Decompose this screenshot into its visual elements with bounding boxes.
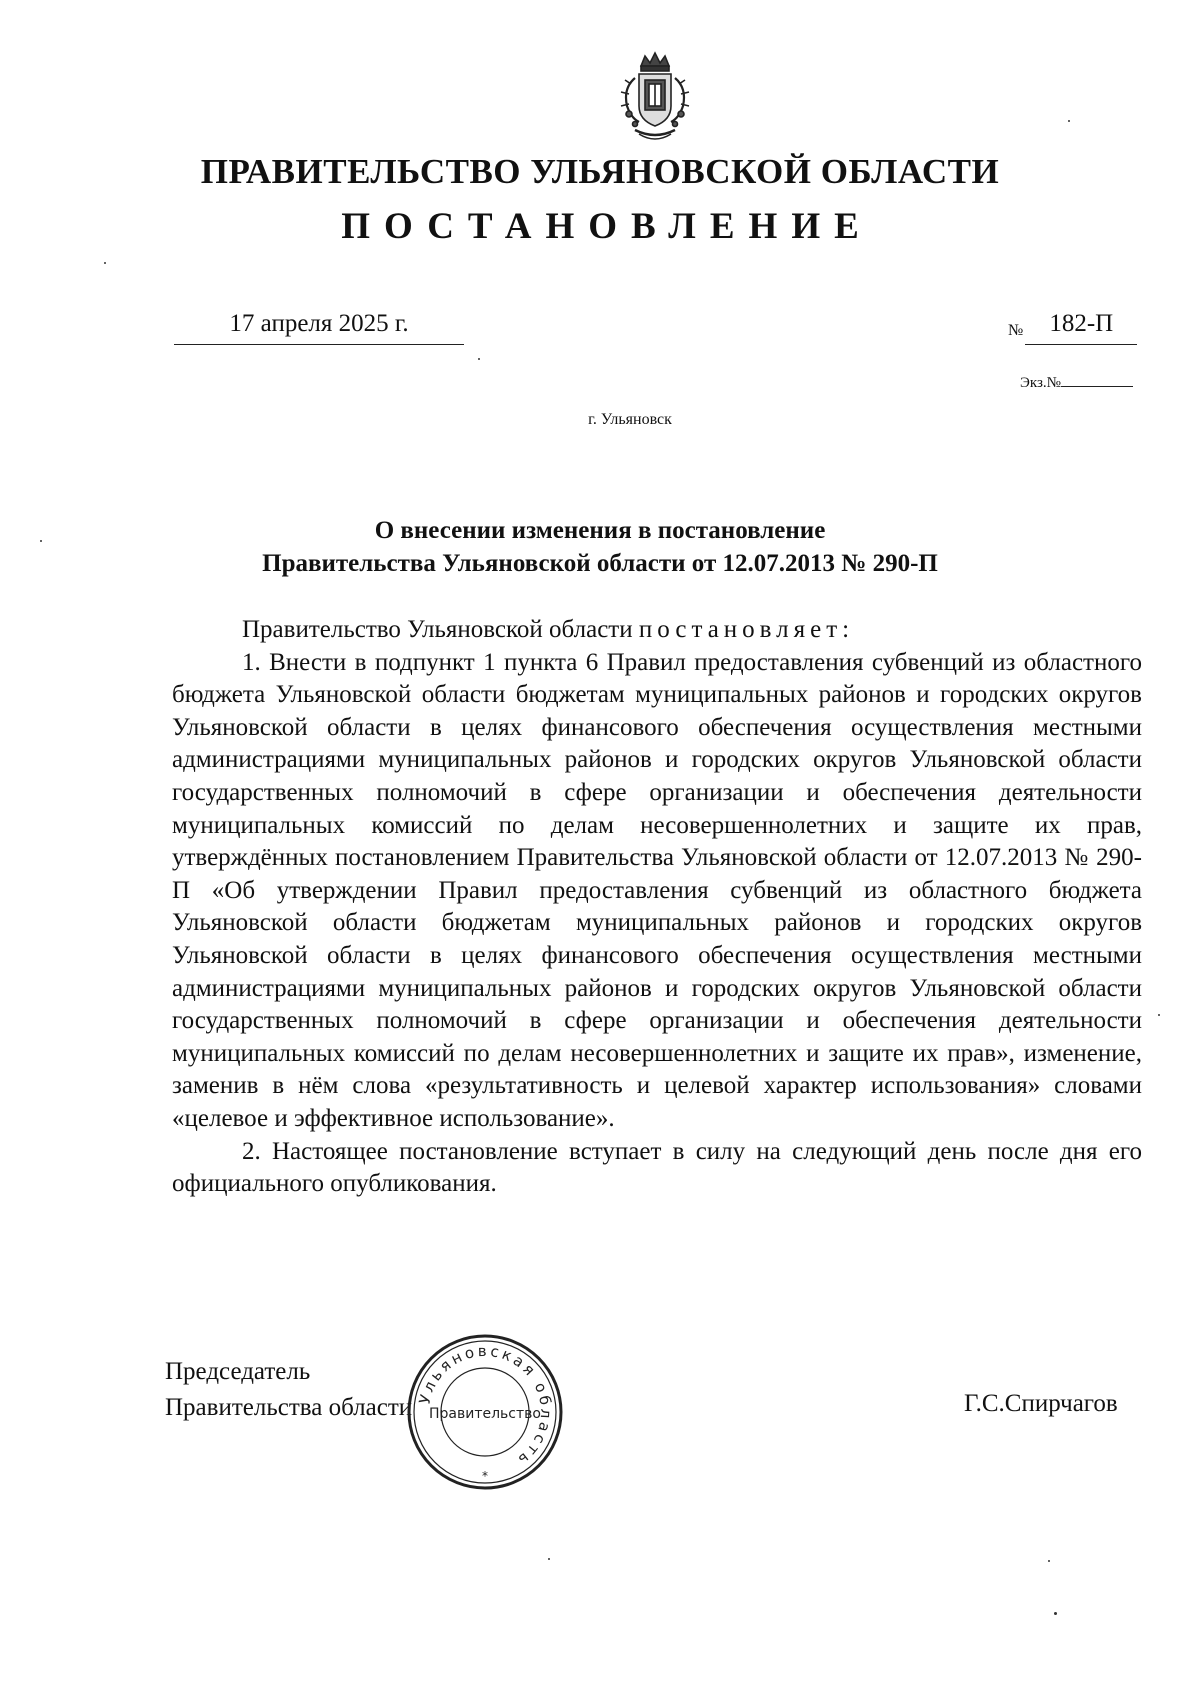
svg-text:*: * <box>482 1469 488 1483</box>
coat-of-arms-emblem <box>605 48 705 148</box>
svg-text:Ульяновская область: Ульяновская область <box>415 1341 556 1471</box>
subject-line-1: О внесении изменения в постановление <box>374 517 826 544</box>
paragraph-item-2: 2. Настоящее постановление вступает в силу на следующий день после дня его официального опубликования. <box>172 1137 1142 1198</box>
document-date: 17 апреля 2025 г. <box>174 310 464 345</box>
paragraph-item-1: 1. Внести в подпункт 1 пункта 6 Правил предоставления субвенций из областного бюджета Ульяновской области бюджетам муниципальных районов и городских округов Ульяновской области в целях финансового обеспечения осуществления местными администрациями муниципальных районов и городских округов Ульяновской области государственных полномочий в сфере организации и обеспечения деятельности муниципальных комиссий по делам несовершеннолетних и защите их прав, утверждённых постановлением Правительства Ульяновской области от 12.07.2013 № 290-П «Об утверждении Правил предоставления субвенций из областного бюджета Ульяновской области бюджетам муниципальных районов и городских округов Ульяновской области в целях финансового обеспечения осуществления местными администрациями муниципальных районов и городских округов Ульяновской области государственных полномочий в сфере организации и обеспечения деятельности муниципальных комиссий по делам несовершеннолетних и защите их прав», изменение, заменив в нём слова «результативность и целевой характер использования» словами «целевое и эффективное использование». <box>172 648 1142 1132</box>
copy-number-blank <box>1061 372 1133 387</box>
copy-number-field <box>1020 372 1133 392</box>
document-subject <box>0 514 1200 580</box>
svg-text:Правительство: Правительство <box>429 1406 541 1422</box>
scan-speck <box>40 540 42 542</box>
number-sign: № <box>1008 322 1024 339</box>
intro-verb: постановляет: <box>638 616 855 643</box>
scan-speck <box>1048 1560 1050 1562</box>
document-type-heading: ПОСТАНОВЛЕНИЕ <box>341 206 873 247</box>
city-label: г. Ульяновск <box>588 411 672 428</box>
position-line-2: Правительства области <box>165 1394 413 1421</box>
scan-speck <box>104 262 106 264</box>
government-title: ПРАВИТЕЛЬСТВО УЛЬЯНОВСКОЙ ОБЛАСТИ <box>200 152 1000 191</box>
official-stamp <box>405 1332 565 1492</box>
document-number-block <box>1008 310 1137 345</box>
subject-line-2: Правительства Ульяновской области от 12.07.2013 № 290-П <box>262 550 938 577</box>
intro-lead: Правительство Ульяновской области <box>242 616 633 643</box>
position-line-1: Председатель <box>165 1358 311 1385</box>
signatory-position <box>165 1354 412 1426</box>
scan-speck <box>478 358 480 360</box>
scan-speck <box>1068 120 1070 122</box>
intro-paragraph <box>172 614 1142 647</box>
scan-speck <box>1158 1014 1160 1016</box>
document-body <box>172 614 1142 1201</box>
copy-number-label: Экз.№ <box>1020 375 1061 391</box>
signatory-name: Г.С.Спирчагов <box>964 1390 1118 1417</box>
scan-speck <box>1054 1612 1057 1615</box>
scan-speck <box>548 1558 550 1560</box>
document-number: 182-П <box>1025 310 1137 345</box>
